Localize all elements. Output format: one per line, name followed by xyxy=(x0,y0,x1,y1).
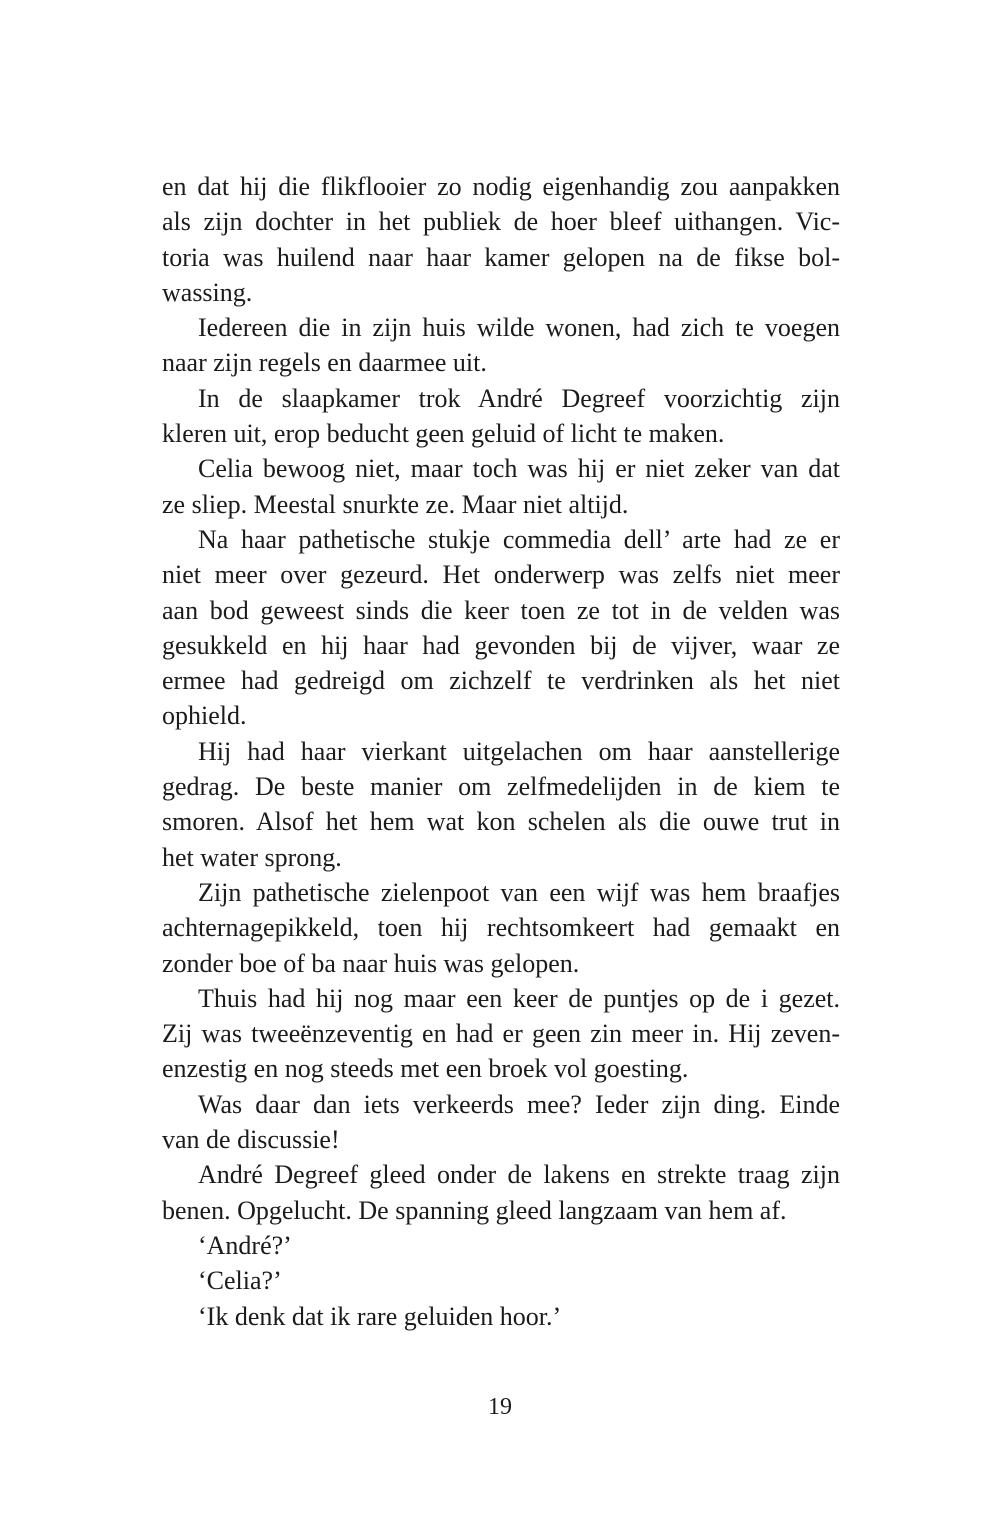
text-line: het water sprong. xyxy=(162,842,342,872)
paragraph xyxy=(162,522,840,734)
text-line: aan bod geweest sinds die keer toen ze tot in de velden was xyxy=(162,595,840,625)
paragraph xyxy=(162,875,840,981)
paragraph xyxy=(162,310,840,381)
text-line: ze sliep. Meestal snurkte ze. Maar niet altijd. xyxy=(162,489,629,519)
text-line: kleren uit, erop beducht geen geluid of licht te maken. xyxy=(162,419,725,449)
text-line: Hij had haar vierkant uitgelachen om haar aanstellerige xyxy=(198,736,840,766)
page-number: 19 xyxy=(488,1394,512,1420)
text-line: en dat hij die flikflooier zo nodig eigenhandig zou aanpakken xyxy=(162,172,840,201)
text-line: ‘Celia?’ xyxy=(198,1266,282,1296)
paragraph xyxy=(162,451,840,522)
text-line: als zijn dochter in het publiek de hoer bleef uithangen. Vic- xyxy=(162,207,840,237)
paragraph xyxy=(162,381,840,452)
paragraph xyxy=(162,1228,840,1263)
text-line: toria was huilend naar haar kamer gelopen na de fikse bol- xyxy=(162,242,840,272)
text-line: Iedereen die in zijn huis wilde wonen, had zich te voegen xyxy=(198,313,840,343)
body-text xyxy=(162,169,840,1334)
text-line: ‘André?’ xyxy=(198,1230,292,1260)
paragraph xyxy=(162,1087,840,1158)
text-line: André Degreef gleed onder de lakens en strekte traag zijn xyxy=(198,1160,840,1190)
text-line: gesukkeld en hij haar had gevonden bij de vijver, waar ze xyxy=(162,630,840,660)
text-line: naar zijn regels en daarmee uit. xyxy=(162,348,487,378)
text-line: ermee had gedreigd om zichzelf te verdrinken als het niet xyxy=(162,666,840,696)
paragraph xyxy=(162,734,840,875)
paragraph xyxy=(162,1263,840,1298)
text-line: Na haar pathetische stukje commedia dell’ arte had ze er xyxy=(198,524,840,554)
text-line: van de discussie! xyxy=(162,1125,340,1155)
text-line: In de slaapkamer trok André Degreef voorzichtig zijn xyxy=(198,383,840,413)
paragraph xyxy=(162,1299,840,1334)
text-line: Zijn pathetische zielenpoot van een wijf was hem braafjes xyxy=(198,877,840,907)
text-line: Was daar dan iets verkeerds mee? Ieder zijn ding. Einde xyxy=(198,1089,840,1119)
text-line: benen. Opgelucht. De spanning gleed langzaam van hem af. xyxy=(162,1195,787,1225)
paragraph xyxy=(162,169,840,310)
text-line: Zij was tweeënzeventig en had er geen zin meer in. Hij zeven- xyxy=(162,1019,840,1049)
text-line: enzestig en nog steeds met een broek vol goesting. xyxy=(162,1054,689,1084)
paragraph xyxy=(162,1157,840,1228)
text-line: gedrag. De beste manier om zelfmedelijden in de kiem te xyxy=(162,772,840,802)
text-line: zonder boe of ba naar huis was gelopen. xyxy=(162,948,580,978)
text-line: Celia bewoog niet, maar toch was hij er niet zeker van dat xyxy=(198,454,840,484)
text-line: smoren. Alsof het hem wat kon schelen als die ouwe trut in xyxy=(162,807,840,837)
paragraph xyxy=(162,981,840,1087)
text-line: ophield. xyxy=(162,701,247,731)
text-line: achternagepikkeld, toen hij rechtsomkeert had gemaakt en xyxy=(162,913,840,943)
text-line: niet meer over gezeurd. Het onderwerp was zelfs niet meer xyxy=(162,560,840,590)
text-line: ‘Ik denk dat ik rare geluiden hoor.’ xyxy=(198,1301,562,1331)
text-line: Thuis had hij nog maar een keer de puntjes op de i gezet. xyxy=(198,983,840,1013)
text-line: wassing. xyxy=(162,277,253,307)
